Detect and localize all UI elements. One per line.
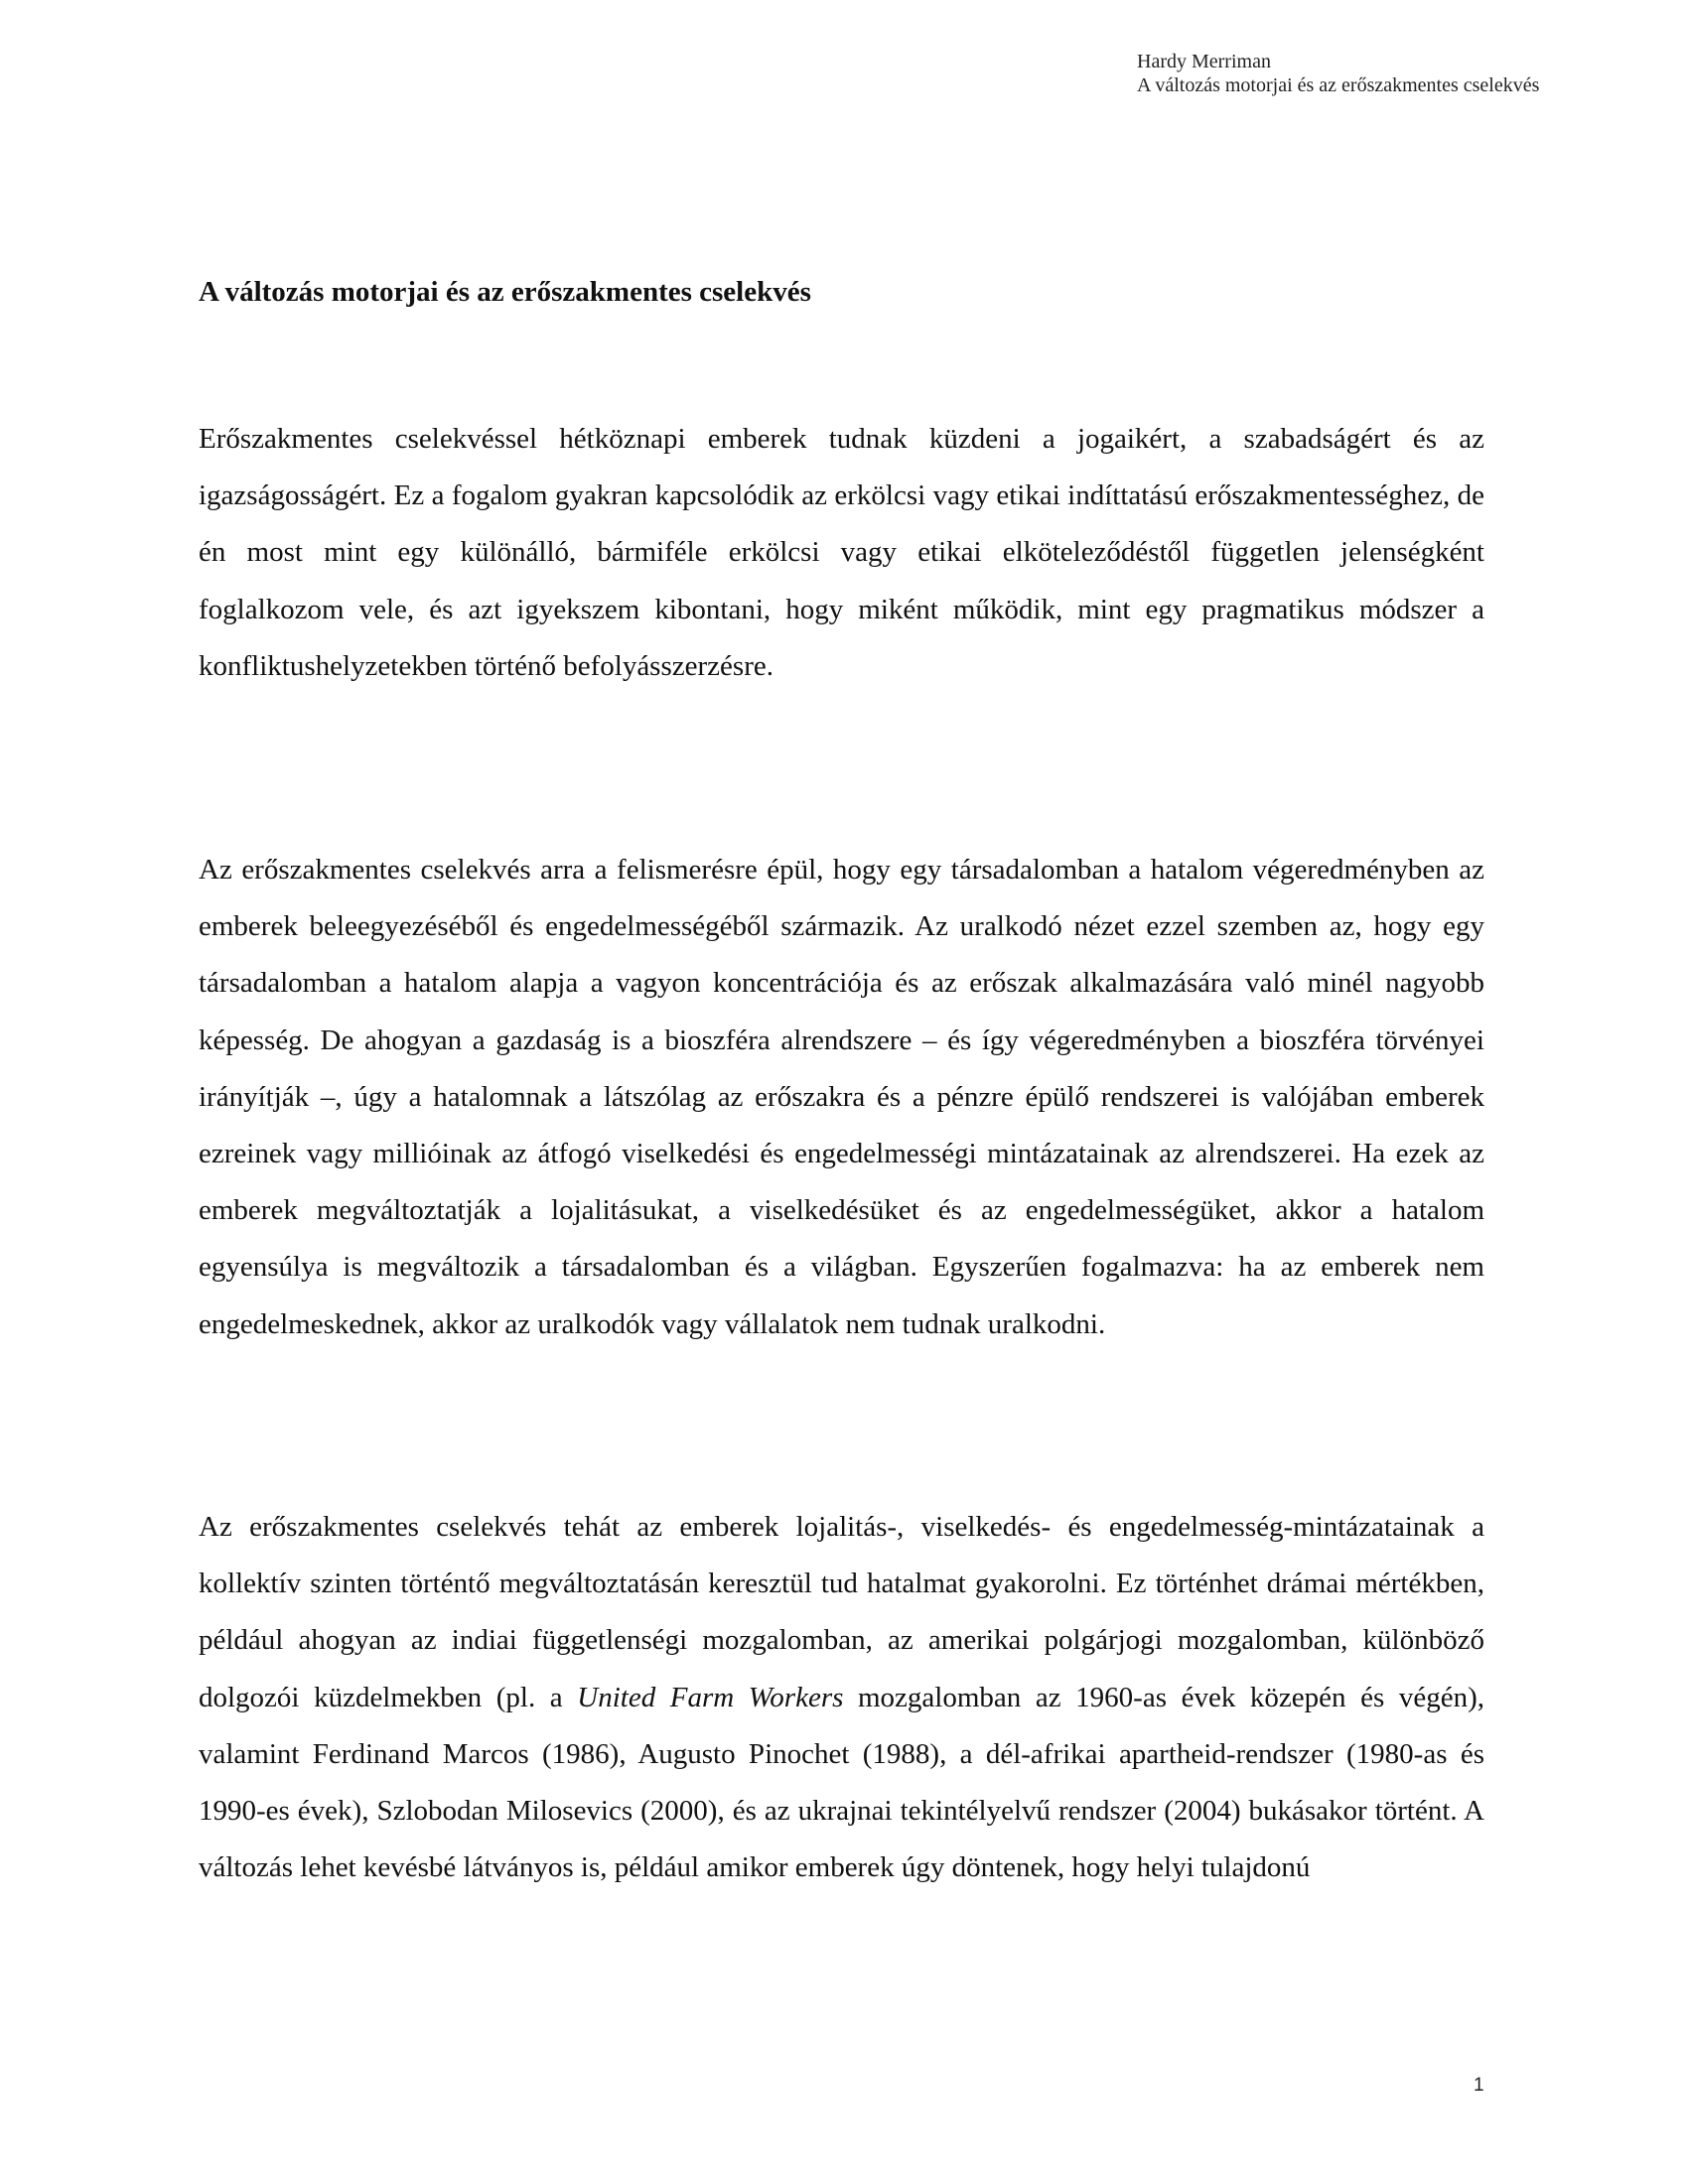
paragraph-3-text-end: mozgalomban az 1960-as évek közepén és végén), valamint Ferdinand Marcos (1986), Augusto Pinochet (1988), a dél-afrikai apartheid-rendszer (1980-as és 1990-es évek), Szlobodan Milosevics (2000), és az ukrajnai tekintélyelvű rendszer (2004) bukásakor történt. A változás lehet kevésbé látványos is, például amikor emberek úgy döntenek, hogy helyi tulajdonú	[199, 1681, 1484, 1884]
paragraph-1: Erőszakmentes cselekvéssel hétköznapi emberek tudnak küzdeni a jogaikért, a szabadságért és az igazságosságért. Ez a fogalom gyakran kapcsolódik az erkölcsi vagy etikai indíttatású erőszakmentességhez, de én most mint egy különálló, bármiféle erkölcsi vagy etikai elköteleződéstől független jelenségként foglalkozom vele, és azt igyekszem kibontani, hogy miként működik, mint egy pragmatikus módszer a konfliktushelyzetekben történő befolyásszerzésre.	[199, 423, 1484, 682]
page-number: 1	[1474, 2075, 1484, 2096]
paragraph-3	[199, 1499, 1484, 1896]
paragraph-2: Az erőszakmentes cselekvés arra a felismerésre épül, hogy egy társadalomban a hatalom végeredményben az emberek beleegyezéséből és engedelmességéből származik. Az uralkodó nézet ezzel szemben az, hogy egy társadalomban a hatalom alapja a vagyon koncentrációja és az erőszak alkalmazására való minél nagyobb képesség. De ahogyan a gazdaság is a bioszféra alrendszere – és így végeredményben a bioszféra törvényei irányítják –, úgy a hatalomnak a látszólag az erőszakra és a pénzre épülő rendszerei is valójában emberek ezreinek vagy millióinak az átfogó viselkedési és engedelmességi mintázatainak az alrendszerei. Ha ezek az emberek megváltoztatják a lojalitásukat, a viselkedésüket és az engedelmességüket, akkor a hatalom egyensúlya is megváltozik a társadalomban és a világban. Egyszerűen fogalmazva: ha az emberek nem engedelmeskednek, akkor az uralkodók vagy vállalatok nem tudnak uralkodni.	[199, 854, 1484, 1340]
document-title: A változás motorjai és az erőszakmentes cselekvés	[199, 276, 811, 308]
header-author: Hardy Merriman	[1137, 51, 1271, 72]
paragraph-3-italic-name: United Farm Workers	[577, 1681, 844, 1713]
running-header	[1137, 50, 1539, 97]
paragraph-3-text-start: Az erőszakmentes cselekvés tehát az emberek lojalitás-, viselkedés- és engedelmesség-mintázatainak a kollektív szinten történtő megváltoztatásán keresztül tud hatalmat gyakorolni. Ez történhet drámai mértékben, például ahogyan az indiai függetlenségi mozgalomban, az amerikai polgárjogi mozgalomban, különböző dolgozói küzdelmekben (pl. a	[199, 1511, 1484, 1713]
header-running-title: A változás motorjai és az erőszakmentes cselekvés	[1137, 74, 1540, 96]
